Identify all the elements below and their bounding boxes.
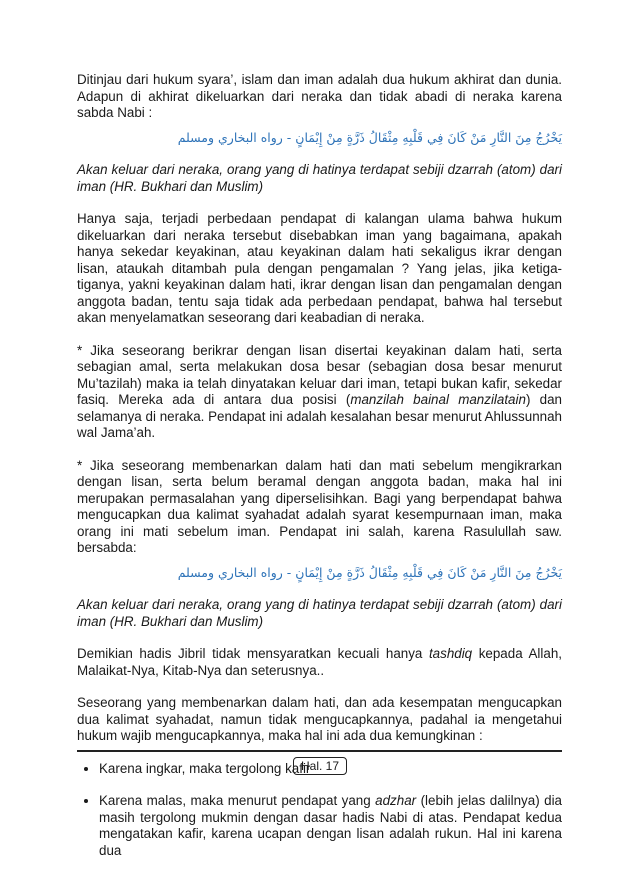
paragraph-jibril-text-b: kepada Allah, Malaikat-Nya, Kitab-Nya dan seterusnya.. [77,646,562,678]
page-number: Hal. 17 [293,757,347,775]
hadith-arabic-2: يَخْرُجُ مِنَ النَّارِ مَنْ كَانَ فِي قَلْبِهِ مِثْقَالُ ذَرَّةٍ مِنْ إِيْمَانٍ - رواه البخاري ومسلم [177,564,562,580]
hadith-translation-2: Akan keluar dari neraka, orang yang di hatinya terdapat sebiji dzarrah (atom) dari iman (HR. Bukhari dan Muslim) [77,597,562,629]
list-item: • Karena ingkar, maka tergolong kafir [99,761,562,778]
paragraph-mutazilah-text-a: * Jika seseorang berikrar dengan lisan disertai keyakinan dalam hati, serta sebagian amal, serta melakukan dosa besar (sebagian dosa besar menurut Mu’tazilah) maka ia telah dinyatakan keluar dari iman, tetapi bukan kafir, sekedar fasiq. Mereka ada di antara dua posisi ( [77,342,562,407]
list-item-text-a: Karena malas, maka menurut pendapat yang [99,793,376,808]
footer-divider [77,750,562,752]
paragraph-two-possibilities: Seseorang yang membenarkan dalam hati, dan ada kesempatan mengucapkan dua kalimat syahadat, namun tidak mengucapkannya, padahal ia mengetahui hukum wajib mengucapkannya, maka hal ini ada dua kemungkinan : [77,695,562,743]
paragraph-mutazilah-italic: manzilah bainal manzilatain [350,392,526,407]
hadith-translation-1: Akan keluar dari neraka, orang yang di hatinya terdapat sebiji dzarrah (atom) dari iman (HR. Bukhari dan Muslim) [77,162,562,194]
paragraph-jibril-text-a: Demikian hadis Jibril tidak mensyaratkan kecuali hanya [77,646,429,661]
page-body [77,72,562,875]
paragraph-differences: Hanya saja, terjadi perbedaan pendapat di kalangan ulama bahwa hukum dikeluarkan dari neraka tersebut disebabkan iman yang bagaimana, apakah hanya sekedar keyakinan, atau keyakinan dalam hati sekaligus ikrar dengan lisan, ataukah ditambah pula dengan pengamalan ? Yang jelas, jika ketiga-tiganya, yakni keyakinan dalam hati, ikrar dengan lisan dan pengamalan dengan anggota badan, tentu saja tidak ada perbedaan pendapat, bahwa hal tersebut akan menyelamatkan seseorang dari keabadian di neraka. [77,211,562,325]
list-item [99,793,562,859]
list-item-italic: adzhar [375,793,417,808]
paragraph-heart-belief: * Jika seseorang membenarkan dalam hati dan mati sebelum mengikrarkan dengan lisan, serta belum beramal dengan anggota badan, maka hal ini merupakan permasalahan yang diperselisihkan. Bagi yang berpendapat bahwa mengucapkan dua kalimat syahadat adalah syarat kesempurnaan iman, maka orang ini mati sebelum iman. Pendapat ini salah, karena Rasulullah saw. bersabda: [77,457,562,555]
paragraph-mutazilah [77,343,562,442]
paragraph-jibril-italic: tashdiq [428,646,473,661]
intro-paragraph: Ditinjau dari hukum syara’, islam dan iman adalah dua hukum akhirat dan dunia. Adapun di akhirat dikeluarkan dari neraka dan tidak abadi di neraka karena sabda Nabi : [77,72,562,120]
possibilities-list [77,761,562,860]
paragraph-mutazilah-text-b: ) dan selamanya di neraka. Pendapat ini adalah kesalahan besar menurut Ahlussunnah wal Jama’ah. [77,392,563,440]
paragraph-jibril [77,646,562,679]
hadith-arabic-1: يَخْرُجُ مِنَ النَّارِ مَنْ كَانَ فِي قَلْبِهِ مِثْقَالُ ذَرَّةٍ مِنْ إِيْمَانٍ - رواه البخاري ومسلم [177,129,562,145]
list-item-text-b: (lebih jelas dalilnya) dia masih tergolong mukmin dengan dasar hadis Nabi di atas. Pendapat kedua mengatakan kafir, karena ucapan dengan lisan adalah rukun. Hal ini karena dua [99,793,562,858]
